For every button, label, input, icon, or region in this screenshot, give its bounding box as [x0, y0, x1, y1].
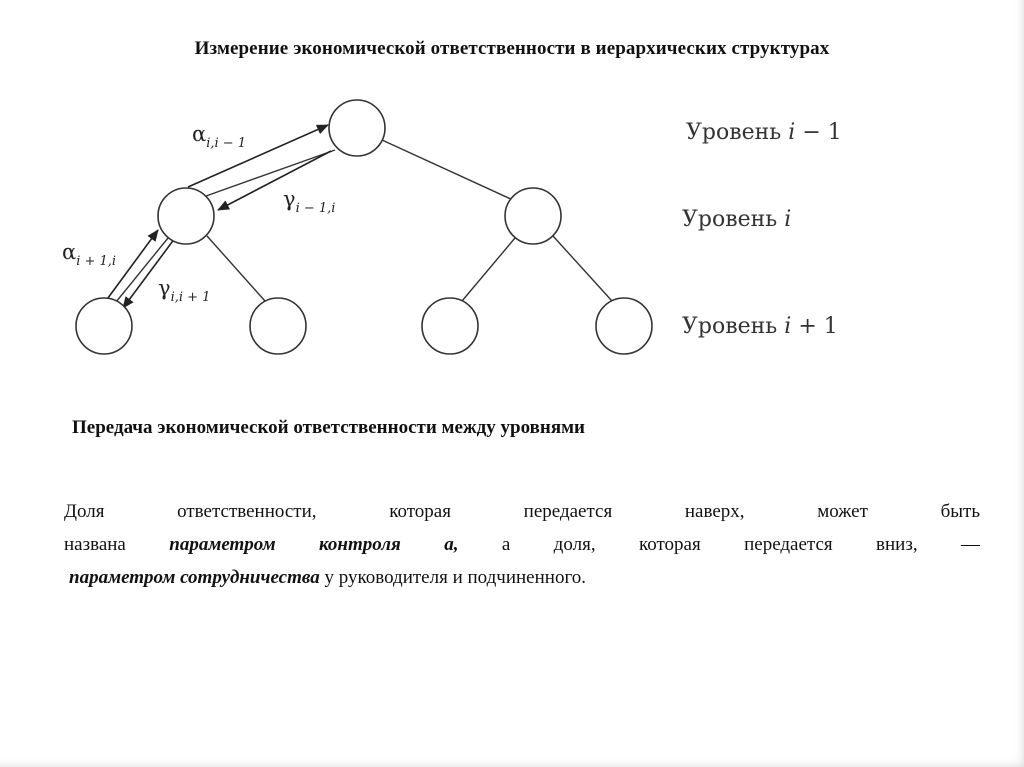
- label-alpha-i-i-1: $\alpha_{i,i - 1}$: [192, 122, 247, 151]
- edge-root-left: [206, 150, 335, 196]
- node-leaf-3: [422, 298, 478, 354]
- paragraph-line-1: Доля ответственности, которая передается наверх, может быть: [64, 501, 980, 522]
- edge-root-right: [382, 140, 513, 200]
- node-leaf-4: [596, 298, 652, 354]
- level-label-middle: Уровень i: [682, 207, 792, 232]
- slide-title: Измерение экономической ответственности в иерархических структурах: [194, 38, 830, 59]
- edge-right-leaf3: [462, 238, 515, 301]
- label-alpha-i1-i: $\alpha_{i + 1,i}$: [62, 240, 117, 269]
- label-gamma-i-i1: $\gamma_{i,i + 1}$: [158, 276, 211, 305]
- term-control-parameter: параметром контроля a,: [169, 534, 459, 555]
- body-paragraph: [64, 495, 980, 594]
- node-level-i-right: [505, 188, 561, 244]
- node-leaf-2: [250, 298, 306, 354]
- node-level-i-left: [158, 188, 214, 244]
- term-cooperation-parameter: параметром сотрудничества: [69, 567, 320, 588]
- edge-left-leaf2: [207, 236, 265, 301]
- node-leaf-1: [76, 298, 132, 354]
- edge-right-leaf4: [553, 236, 612, 301]
- paragraph-line-2: названа параметром контроля a, а доля, которая передается вниз, —: [64, 534, 980, 555]
- level-label-upper: Уровень i − 1: [686, 120, 842, 145]
- section-subtitle: Передача экономической ответственности между уровнями: [72, 417, 586, 438]
- label-gamma-i-1-i: $\gamma_{i - 1,i}$: [283, 187, 336, 216]
- level-label-lower: Уровень i + 1: [682, 314, 838, 339]
- paragraph-line-3: параметром сотрудничества у руководителя и подчиненного.: [69, 567, 587, 588]
- node-root: [329, 100, 385, 156]
